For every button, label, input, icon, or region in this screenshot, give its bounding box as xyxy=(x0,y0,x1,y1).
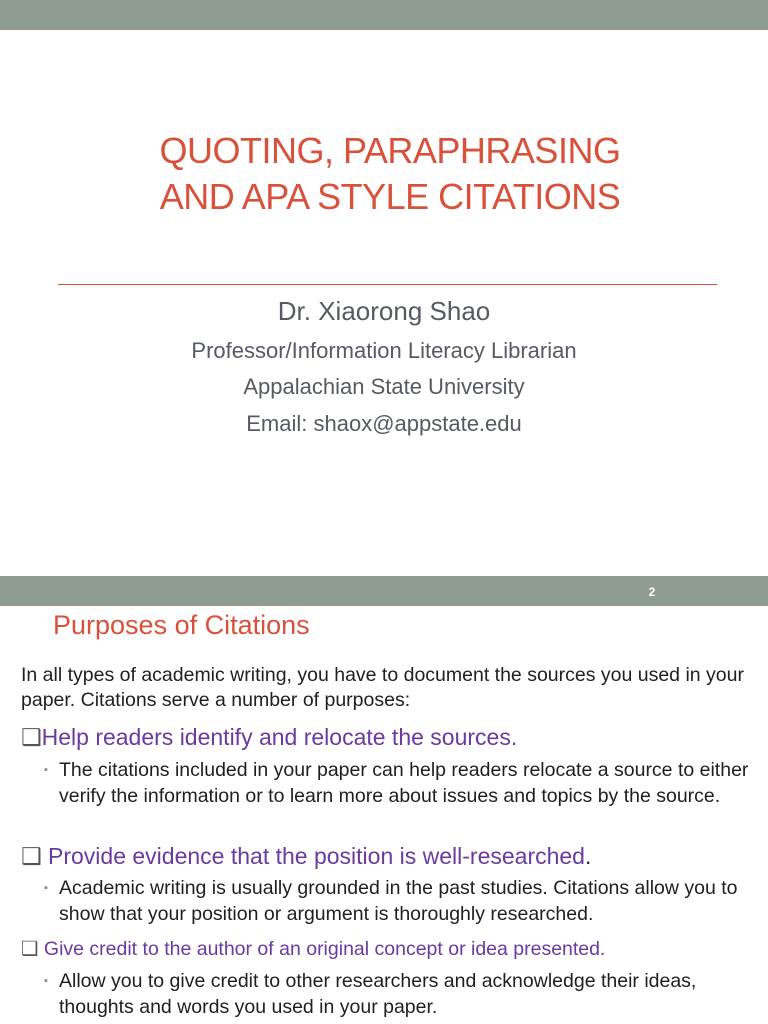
slide1-title-line2: AND APA STYLE CITATIONS xyxy=(159,176,621,217)
title-divider xyxy=(58,284,717,285)
slide1-header-bar xyxy=(0,0,768,30)
checkbox-icon: ❑ xyxy=(21,843,49,869)
point-detail-text: The citations included in your paper can help readers relocate a source to either verify the information or to learn more about issues and topics by the source. xyxy=(59,759,749,807)
point-detail-text: Academic writing is usually grounded in the past studies. Citations allow you to show that your position or argument is thoroughly researched. xyxy=(59,877,738,925)
point-heading-text: Help readers identify and relocate the sources. xyxy=(41,724,518,750)
slide1-title-line1: QUOTING, PARAPHRASING xyxy=(159,130,621,171)
checkbox-icon: ❑ xyxy=(21,724,42,750)
author-position: Professor/Information Literacy Librarian xyxy=(191,338,577,363)
slide1-title xyxy=(0,128,768,220)
author-email: Email: shaox@appstate.edu xyxy=(246,411,522,436)
point-heading-3 xyxy=(21,937,756,962)
point-detail-3 xyxy=(44,968,759,1020)
point-detail-1 xyxy=(44,757,759,809)
point-heading-text: Provide evidence that the position is well-researched xyxy=(48,843,585,869)
slide2-title: Purposes of Citations xyxy=(53,610,310,640)
author-name: Dr. Xiaorong Shao xyxy=(277,296,491,326)
point-detail-text: Allow you to give credit to other researchers and acknowledge their ideas, thoughts and words you used in your paper. xyxy=(59,970,697,1018)
point-heading-trailing: . xyxy=(584,843,592,869)
point-heading-2 xyxy=(21,842,756,870)
bullet-icon: ▪ xyxy=(44,975,48,987)
bullet-icon: ▪ xyxy=(44,882,48,894)
point-heading-text: Give credit to the author of an original concept or idea presented. xyxy=(43,938,606,960)
bullet-icon: ▪ xyxy=(44,764,48,776)
author-institution: Appalachian State University xyxy=(243,374,525,399)
slide-number: 2 xyxy=(648,585,656,599)
intro-paragraph: In all types of academic writing, you have to document the sources you used in your paper. Citations serve a number of purposes: xyxy=(21,664,744,711)
checkbox-icon: ❑ xyxy=(21,938,44,960)
point-heading-1 xyxy=(21,723,756,751)
point-detail-2 xyxy=(44,875,759,927)
